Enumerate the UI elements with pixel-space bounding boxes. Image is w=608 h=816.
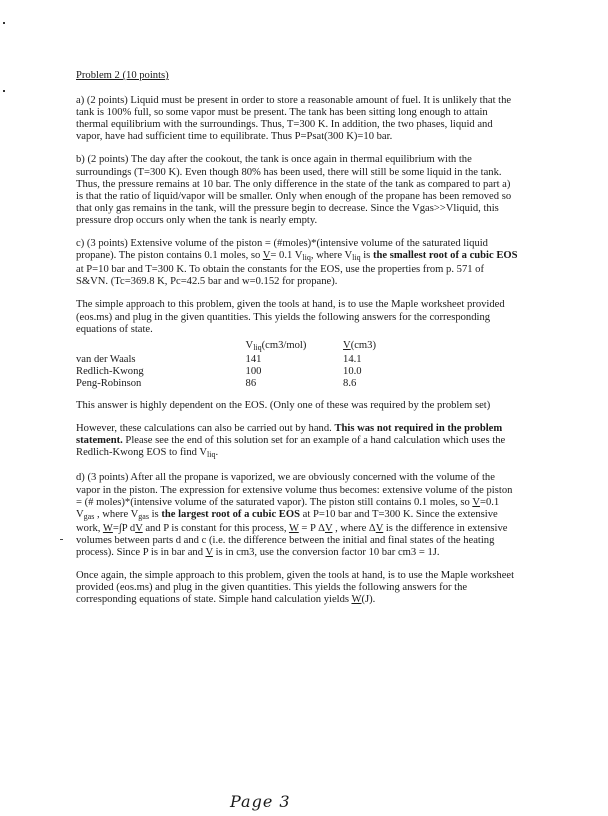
table-header-row [76,340,376,354]
text-run: c) (3 points) Extensive volume of the piston = (#moles)*(intensive volume of the saturated liquid propane). The piston contains 0.1 moles, so [76,238,488,262]
text-run: (J). [361,594,376,606]
text-run: and P is constant for this process, [142,522,289,534]
text-run: Please see the end of this solution set for an example of a hand calculation which uses the Redlich-Kwong EOS to find V [76,435,506,459]
subscript: gas [83,511,95,521]
part-d-paragraph [76,472,518,559]
document-body [76,70,518,617]
text-run: , where V [310,250,353,262]
subscript: gas [138,511,149,521]
subscript: liq [207,450,216,460]
extensive-volume-symbol: V [205,547,213,558]
scan-speck [3,90,5,92]
text-run: , where V [94,508,139,520]
text-run: is [148,508,162,520]
bold-phrase: This was not required in the problem statement. [76,423,503,447]
page-number: Page 3 [230,792,291,811]
text-run: = 0.1 V [270,250,303,262]
bold-phrase: the largest root of a cubic EOS [161,508,300,520]
part-a-paragraph: a) (2 points) Liquid must be present in order to store a reasonable amount of fuel. It is unlikely that the tank is 100% full, so some vapor must be present. The tank has been sitting long enough to attain thermal equilibrium with the surroundings. Thus, T=300 K. In addition, the two phases, liquid and vapor, have had sufficient time to equilibrate. Thus P=Psat(300 K)=10 bar. [76,95,512,143]
text-run: =∫P d [112,522,136,534]
hand-calculation-paragraph [76,423,518,461]
text-run: =0.1 V [76,496,500,520]
eos-results-table [76,340,376,390]
simple-approach-paragraph: The simple approach to this problem, given the tools at hand, is to use the Maple worksheet provided (eos.ms) and plug in the given quantities. This yields the following answers for the corresponding equations of state. [76,299,505,335]
extensive-volume-symbol: V [135,522,143,534]
text-run: Once again, the simple approach to this problem, given the tools at hand, is to use the Maple worksheet provided (eos.ms) and plug in the given quantities. This yields the following answers for the corresponding equations of state. Simple hand calculation yields [76,570,515,606]
text-run: at P=10 bar and T=300 K. To obtain the constants for the EOS, use the properties from p. 571 of S&VN. (Tc=369.8 K, Pc=42.5 bar and w=0.152 for propane). [76,264,485,288]
subscript: liq [302,253,311,263]
subscript: liq [352,253,361,263]
part-b-paragraph: b) (2 points) The day after the cookout, the tank is once again in thermal equilibrium with the surroundings (T=300 K). Even though 80% has been used, there will still be some liquid in the tank. Thus, the pressure remains at 10 bar. The only difference in the state of the tank as compared to part a) is that the ratio of liquid/vapor will be smaller. Only when enough of the propane has been removed so that only gas remains in the tank, will the pressure begin to decrease. Since the Vgas>>Vliquid, this pressure drop occurs only when the tank is nearly empty. [76,154,512,226]
text-run: is the difference in extensive volumes between parts d and c (i.e. the difference between the initial and final states of the heating process). Since P is in bar and [76,522,508,558]
eos-name: Peng-Robinson [76,377,142,389]
vliq-value: 86 [245,377,257,389]
text-run: at P=10 bar and T=300 K. Since the extensive work, [76,508,498,534]
table-row [76,378,376,390]
text-run: , where Δ [332,522,376,534]
work-symbol: W [102,522,113,534]
table-header-v [333,340,376,354]
text-run: = P Δ [298,522,325,534]
margin-mark [60,539,63,540]
once-again-paragraph [76,570,518,606]
bold-phrase: the smallest root of a cubic EOS [372,250,518,262]
v-value: 10.0 [343,365,362,377]
table-row [76,366,376,378]
extensive-volume-symbol: V [472,496,480,508]
eos-name: Redlich-Kwong [76,365,144,377]
subscript: liq [253,342,262,352]
v-value: 8.6 [343,377,357,389]
problem-title: Problem 2 (10 points) [76,70,169,81]
scan-speck [3,22,5,24]
v-value: 14.1 [343,353,362,365]
table-row [76,354,376,366]
vliq-value: 100 [245,365,262,377]
text-run: is [360,250,373,262]
text-run: (cm3/mol) [261,339,307,351]
table-header-blank [76,340,246,354]
work-symbol: W [288,522,299,534]
text-run: d) (3 points) After all the propane is vaporized, we are obviously concerned with the volume of the vapor in the piston. The expression for extensive volume thus becomes: extensive volume of the piston = (# moles)*(intensive volume of the saturated vapor). The piston still contains 0.1 moles, so [76,472,513,508]
extensive-volume-symbol: V [324,522,333,534]
extensive-volume-symbol: V [375,522,384,534]
dependence-paragraph: This answer is highly dependent on the EOS. (Only one of these was required by the problem set) [76,400,491,412]
vliq-value: 141 [245,353,262,365]
text-run: (cm3) [350,339,376,351]
text-run: V [245,339,254,351]
table-header-vliq [246,340,334,354]
extensive-volume-symbol: V [262,250,271,262]
eos-name: van der Waals [76,353,136,365]
text-run: However, these calculations can also be carried out by hand. [76,423,335,435]
text-run: is in cm3, use the conversion factor 10 bar cm3 = 1J. [212,547,440,558]
extensive-volume-symbol: V [343,339,351,351]
text-run: . [215,447,219,459]
work-symbol: W [351,594,362,606]
part-c-paragraph [76,238,518,288]
